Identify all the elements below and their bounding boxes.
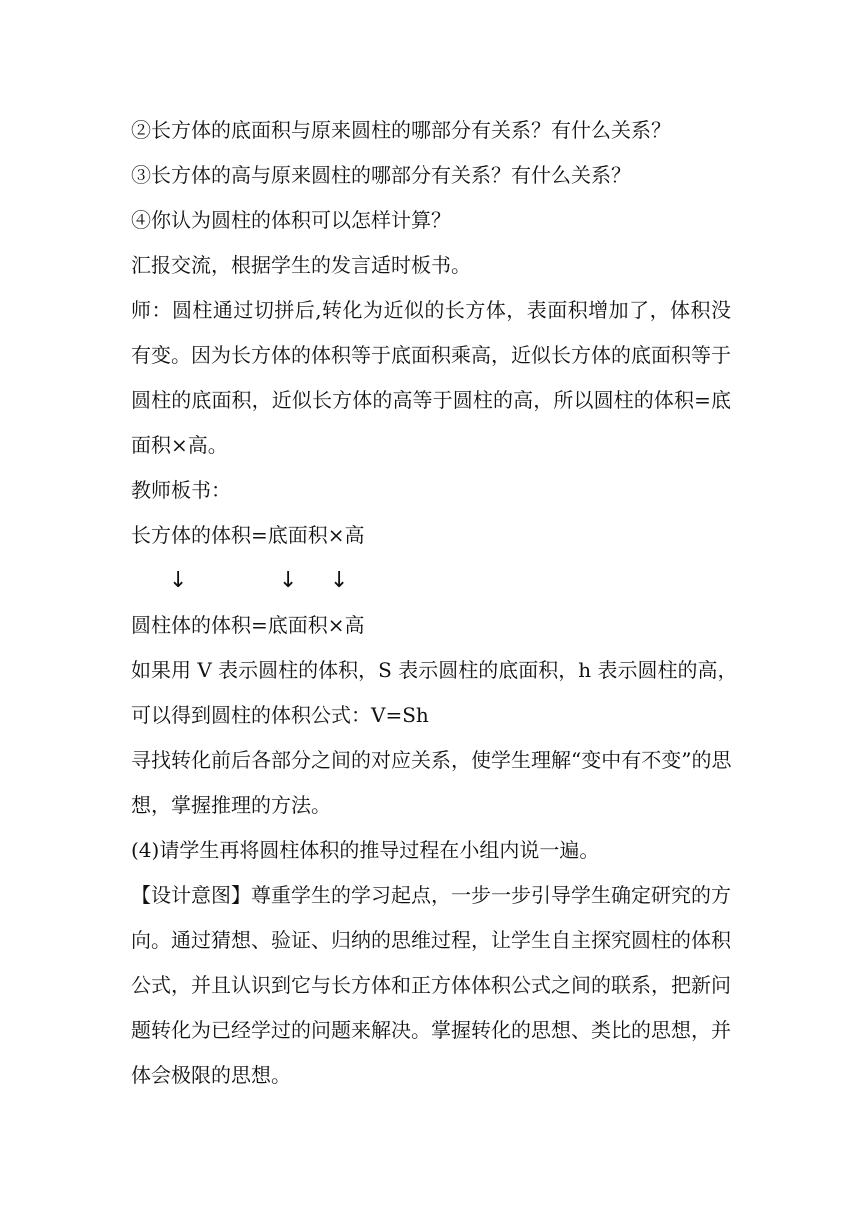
down-arrow-icon: ↓ — [279, 568, 298, 593]
board-heading: 教师板书： — [131, 478, 231, 502]
step-4: (4)请学生再将圆柱体积的推导过程在小组内说一遍。 — [131, 838, 600, 862]
question-3: ③长方体的高与原来圆柱的哪部分有关系？有什么关系？ — [131, 163, 631, 187]
down-arrow-icon: ↓ — [330, 568, 349, 593]
design-intent-line-1: 【设计意图】尊重学生的学习起点，一步一步引导学生确定研究的方 — [131, 883, 731, 907]
report-line: 汇报交流，根据学生的发言适时板书。 — [131, 253, 471, 277]
down-arrow-icon: ↓ — [169, 568, 188, 593]
question-4: ④你认为圆柱的体积可以怎样计算？ — [131, 208, 451, 232]
correspondence-paragraph-line-1: 寻找转化前后各部分之间的对应关系，使学生理解“变中有不变”的思 — [131, 748, 732, 772]
question-2: ②长方体的底面积与原来圆柱的哪部分有关系？有什么关系？ — [131, 118, 671, 142]
cylinder-formula: 圆柱体的体积=底面积×高 — [131, 613, 365, 637]
design-intent-line-2: 向。通过猜想、验证、归纳的思维过程，让学生自主探究圆柱的体积 — [131, 928, 731, 952]
teacher-paragraph-line-1: 师：圆柱通过切拼后,转化为近似的长方体，表面积增加了，体积没 — [131, 298, 731, 322]
correspondence-paragraph-line-2: 想，掌握推理的方法。 — [131, 793, 331, 817]
correspondence-arrows — [131, 558, 731, 603]
cuboid-formula: 长方体的体积=底面积×高 — [131, 523, 365, 547]
document-body — [131, 108, 738, 1098]
symbol-paragraph-line-1: 如果用 V 表示圆柱的体积，S 表示圆柱的底面积，h 表示圆柱的高， — [131, 658, 738, 682]
teacher-paragraph-line-2: 有变。因为长方体的体积等于底面积乘高，近似长方体的底面积等于 — [131, 343, 731, 367]
design-intent-line-5: 体会极限的思想。 — [131, 1063, 291, 1087]
symbol-paragraph-line-2: 可以得到圆柱的体积公式：V=Sh — [131, 703, 429, 727]
design-intent-line-3: 公式，并且认识到它与长方体和正方体体积公式之间的联系，把新问 — [131, 973, 731, 997]
teacher-paragraph-line-4: 面积×高。 — [131, 433, 228, 457]
teacher-paragraph-line-3: 圆柱的底面积，近似长方体的高等于圆柱的高，所以圆柱的体积=底 — [131, 388, 731, 412]
design-intent-line-4: 题转化为已经学过的问题来解决。掌握转化的思想、类比的思想，并 — [131, 1018, 731, 1042]
